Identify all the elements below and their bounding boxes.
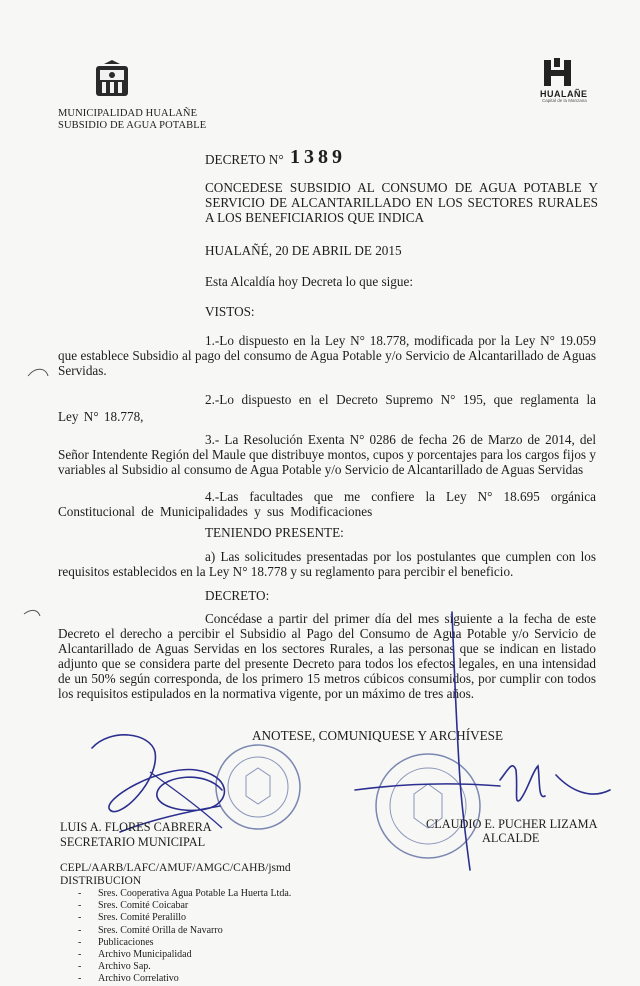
- distribution-heading: DISTRIBUCION: [60, 875, 142, 887]
- org-name: MUNICIPALIDAD HUALAÑE: [58, 108, 198, 119]
- list-item: - Publicaciones: [78, 936, 154, 948]
- decree-subject: CONCEDESE SUBSIDIO AL CONSUMO DE AGUA POTABLE Y SERVICIO DE ALCANTARILLADO EN LOS SECTORES RURALES A LOS BENEFICIARIOS QUE INDICA: [205, 180, 598, 225]
- list-item: - Sres. Comité Coicabar: [78, 900, 189, 912]
- distribution-list: [78, 888, 291, 986]
- secretary-signature: [92, 735, 224, 832]
- teniendo-heading: TENIENDO PRESENTE:: [205, 525, 344, 540]
- decree-label: DECRETO N°: [205, 152, 284, 167]
- list-item: - Archivo Correlativo: [78, 973, 179, 985]
- list-item: - Sres. Comité Orilla de Navarro: [78, 924, 223, 936]
- vistos-heading: VISTOS:: [205, 304, 255, 319]
- place-date: HUALAÑÉ, 20 DE ABRIL DE 2015: [205, 243, 402, 258]
- closing-formula: ANOTESE, COMUNIQUESE Y ARCHÍVESE: [252, 728, 504, 743]
- vistos-item-1: 1.-Lo dispuesto en la Ley N° 18.778, modificada por la Ley N° 19.059 que establece Subsidio al pago del consumo de Agua Potable y/o Servicio de Alcantarillado de Aguas Servidas.: [58, 333, 596, 378]
- decreto-body: Concédase a partir del primer día del mes siguiente a la fecha de este Decreto el derecho a percibir el Subsidio al Pago del Consumo de Agua Potable y/o Servicio de Alcantarillado de Aguas Servidas en los sectores Rurales, a las personas que se indican en listado adjunto que se considera parte del presente Decreto para todos los efectos legales, en una intensidad de un 50% según corresponda, de los primero 15 metros cúbicos consumidos, por cumplir con todos los requisitos estipulados en la normativa vigente, por un máximo de tres años.: [58, 611, 596, 701]
- logo-wordmark: HUALAÑE: [540, 89, 588, 99]
- list-item: - Sres. Cooperativa Agua Potable La Huerta Ltda.: [78, 888, 292, 899]
- list-item: - Sres. Comité Peralillo: [78, 912, 187, 924]
- logo-tagline: Capital de la Manzana: [542, 98, 587, 103]
- mayor-name: CLAUDIO E. PUCHER LIZAMA: [426, 817, 598, 831]
- mayor-title: ALCALDE: [482, 831, 540, 845]
- intro-line: Esta Alcaldía hoy Decreta lo que sigue:: [205, 274, 413, 289]
- vistos-item-2: 2.-Lo dispuesto en el Decreto Supremo N° 195, que reglamenta la Ley N° 18.778,: [58, 392, 596, 424]
- decreto-heading: DECRETO:: [205, 588, 270, 603]
- decree-number: 1389: [290, 146, 346, 168]
- org-department: SUBSIDIO DE AGUA POTABLE: [58, 120, 207, 131]
- secretary-stamp: [216, 745, 300, 829]
- vistos-item-3: 3.- La Resolución Exenta N° 0286 de fecha 26 de Marzo de 2014, del Señor Intendente Región del Maule que distribuye montos, cupos y porcentajes para los cargos fijos y variables al Subsidio al consumo de Agua Potable y/o Servicio de Alcantarillado de Aguas Servidas: [58, 432, 596, 477]
- list-item: - Archivo Municipalidad: [78, 948, 192, 960]
- initials-line: CEPL/AARB/LAFC/AMUF/AMGC/CAHB/jsmd: [60, 862, 291, 874]
- secretary-name: LUIS A. FLORES CABRERA: [60, 820, 212, 834]
- teniendo-item-a: a) Las solicitudes presentadas por los postulantes que cumplen con los requisitos establecidos en la Ley N° 18.778 y su reglamento para percibir el beneficio.: [58, 549, 596, 579]
- secretary-title: SECRETARIO MUNICIPAL: [60, 835, 206, 849]
- vistos-item-4: 4.-Las facultades que me confiere la Ley N° 18.695 orgánica Constitucional de Municipalidades y sus Modificaciones: [58, 489, 596, 519]
- mayor-stamp: [376, 754, 480, 858]
- list-item: - Archivo Sap.: [78, 961, 151, 973]
